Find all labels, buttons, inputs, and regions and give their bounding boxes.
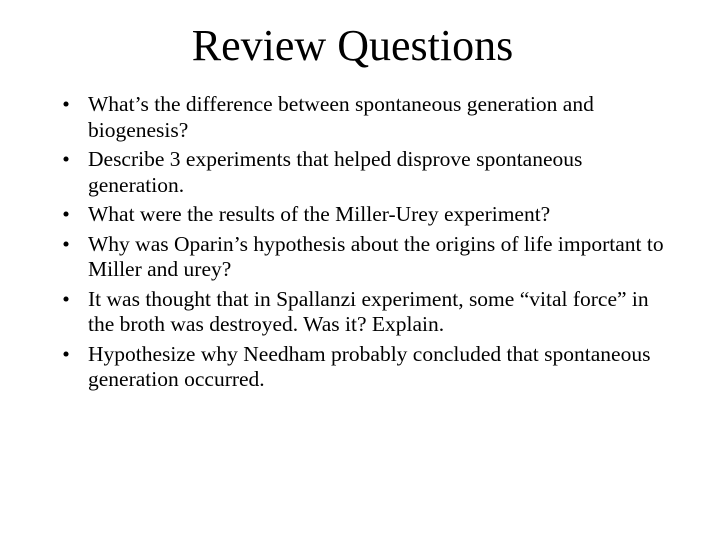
bullet-icon: • xyxy=(62,231,70,256)
question-item xyxy=(56,232,676,283)
question-text: Hypothesize why Needham probably concluded that spontaneous generation occurred. xyxy=(88,341,651,391)
question-text: Describe 3 experiments that helped disprove spontaneous generation. xyxy=(88,147,583,197)
bullet-icon: • xyxy=(62,147,70,171)
question-list xyxy=(56,92,676,397)
question-item xyxy=(56,342,676,393)
question-item xyxy=(56,92,676,143)
question-text: It was thought that in Spallanzi experiment, some “vital force” in the broth was destroyed. Was it? Explain. xyxy=(88,286,649,336)
question-text: Why was Oparin’s hypothesis about the origins of life important to Miller and urey? xyxy=(88,231,664,281)
bullet-icon: • xyxy=(62,202,70,226)
question-item xyxy=(56,147,676,198)
slide-title: Review Questions xyxy=(191,21,514,70)
bullet-icon: • xyxy=(62,286,70,311)
bullet-icon: • xyxy=(62,341,70,366)
question-item xyxy=(56,202,676,228)
question-text: What’s the difference between spontaneous generation and biogenesis? xyxy=(88,92,594,142)
question-text: What were the results of the Miller-Urey experiment? xyxy=(88,202,551,226)
bullet-icon: • xyxy=(62,92,70,116)
question-item xyxy=(56,287,676,338)
